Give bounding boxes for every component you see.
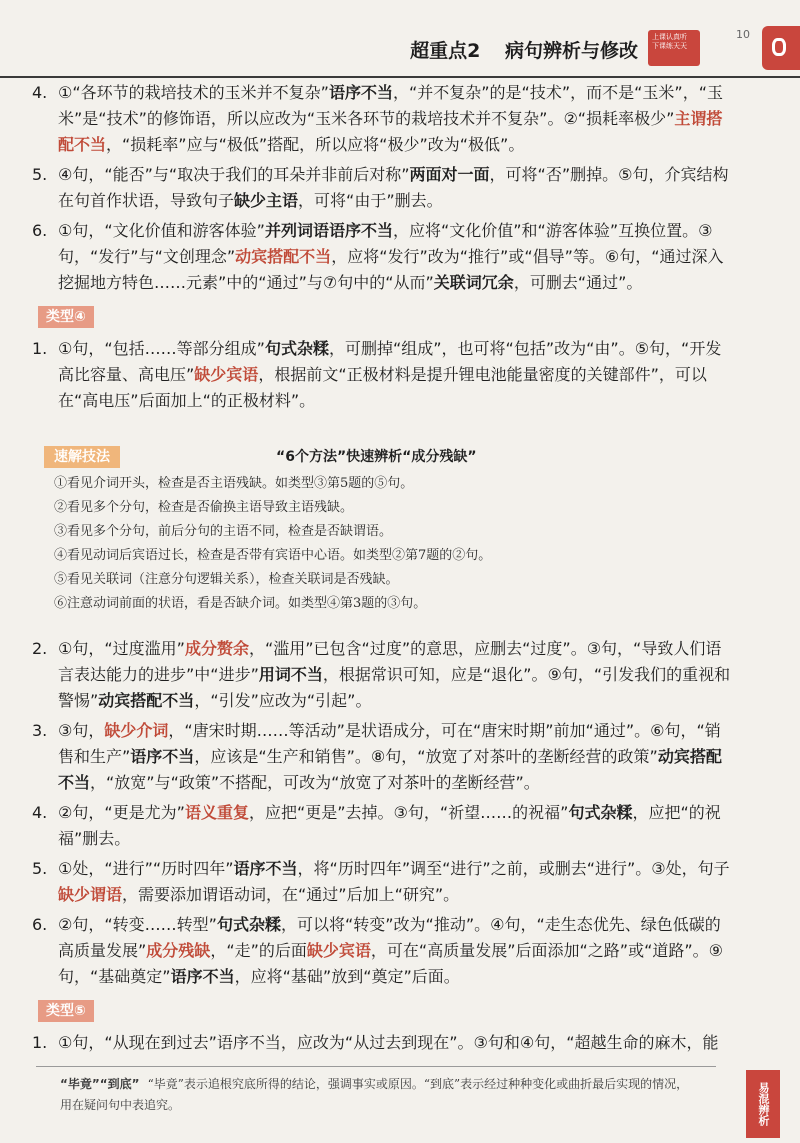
page-number: 10 xyxy=(736,28,750,41)
answer-text: ，“引发”应改为“引起”。 xyxy=(194,691,372,710)
answer-text: ①句，“文化价值和游客体验” xyxy=(58,221,265,240)
error-type-label: 动宾搭配不当 xyxy=(58,747,722,792)
answer-text: ④句，“能否”与“取决于我们的耳朵并非前后对称” xyxy=(58,165,410,184)
title-sub: 病句辨析与修改 xyxy=(504,40,638,62)
error-type-label: 缺少主语 xyxy=(234,191,299,210)
answer-text: ①句，“过度滥用” xyxy=(58,639,185,658)
tips-line: ③看见多个分句，前后分句的主语不同，检查是否缺谓语。 xyxy=(54,524,393,539)
error-type-label: 语序不当 xyxy=(233,859,298,878)
error-type-label: 句式杂糅 xyxy=(568,803,633,822)
footnote-text: “毕竟”表示追根究底所得的结论，强调事实或原因。“到底”表示经过种种变化或曲折最后实现的情况，用在疑问句中表追究。 xyxy=(60,1077,689,1112)
answer-text: ，根据常识可知，应是“退化”。⑨句，“引发我们的重视和警惕” xyxy=(58,665,731,710)
error-type-label: 语序不当 xyxy=(170,967,235,986)
answer-item xyxy=(32,218,736,296)
footnote-term: “毕竟”“到底” xyxy=(60,1077,140,1091)
answer-number: 5. xyxy=(32,859,48,878)
tips-box xyxy=(36,444,736,616)
error-type-highlight: 缺少宾语 xyxy=(194,365,259,384)
answer-number: 5. xyxy=(32,165,48,184)
answer-number: 1. xyxy=(32,1033,48,1052)
answer-number: 4. xyxy=(32,803,48,822)
error-type-highlight: 成分赘余 xyxy=(184,639,249,658)
error-type-label: 语序不当 xyxy=(130,747,195,766)
answer-item xyxy=(32,162,736,214)
answer-text: ，“走”的后面 xyxy=(210,941,307,960)
error-type-label: 关联词冗余 xyxy=(433,273,514,292)
footnote-divider xyxy=(36,1066,716,1067)
answer-text: ①句，“包括……等部分组成” xyxy=(58,339,265,358)
answer-number: 6. xyxy=(32,221,48,240)
title-main: 超重点2 xyxy=(410,40,481,62)
side-tab: 易混辨析 xyxy=(746,1070,780,1138)
tips-line: ④看见动词后宾语过长，检查是否带有宾语中心语。如类型②第7题的②句。 xyxy=(54,548,492,563)
answer-text: ，可以将“转变”改为“推动”。④句，“走生态优先、绿色低碳的高质量发展” xyxy=(58,915,721,960)
answer-content xyxy=(32,80,736,1060)
answer-text: ，“滥用”已包含“过度”的意思，应删去“过度”。③句，“导致人们语言表达能力的进步”中“进步” xyxy=(58,639,722,684)
answer-group-c xyxy=(32,636,736,990)
answer-item xyxy=(32,636,736,714)
answer-group-b xyxy=(32,336,736,414)
answer-number: 4. xyxy=(32,83,48,102)
answer-group-d xyxy=(32,1030,736,1056)
answer-text: ，“唐宋时期……等活动”是状语成分，可在“唐宋时期”前加“通过”。⑥句，“销售和生产” xyxy=(58,721,721,766)
type5-label: 类型⑤ xyxy=(38,1000,94,1022)
error-type-label: 句式杂糅 xyxy=(264,339,329,358)
answer-text: ①处，“进行”“历时四年” xyxy=(58,859,234,878)
footnote xyxy=(60,1074,700,1116)
answer-text: ，可删掉“组成”，也可将“包括”改为“由”。⑤句，“开发高比容量、高电压” xyxy=(58,339,722,384)
answer-number: 6. xyxy=(32,915,48,934)
slogan-badge: 上课认真听 下课练天天 xyxy=(648,30,700,66)
answer-item xyxy=(32,1030,736,1056)
error-type-label: 句式杂糅 xyxy=(216,915,281,934)
answer-text: ，可将“否”删掉。⑤句，介宾结构在句首作状语，导致句子 xyxy=(58,165,729,210)
answer-text: ③句， xyxy=(58,721,105,740)
error-type-highlight: 动宾搭配不当 xyxy=(235,247,332,266)
tips-line: ②看见多个分句，检查是否偷换主语导致主语残缺。 xyxy=(54,500,354,515)
error-type-label: 用词不当 xyxy=(258,665,323,684)
answer-text: ，“损耗率”应与“极低”搭配，所以应将“极少”改为“极低”。 xyxy=(106,135,525,154)
error-type-label: 两面对一面 xyxy=(409,165,490,184)
answer-text: ，应把“的祝福”删去。 xyxy=(58,803,721,848)
answer-text: ①句，“从现在到过去”语序不当，应改为“从过去到现在”。③句和④句，“超越生命的麻木，能 xyxy=(58,1033,719,1052)
answer-text: ，可将“由于”删去。 xyxy=(298,191,443,210)
answer-text: ②句，“转变……转型” xyxy=(58,915,217,934)
tips-list xyxy=(36,472,736,616)
answer-text: ，将“历时四年”调至“进行”之前，或删去“进行”。③处，句子 xyxy=(297,859,730,878)
answer-item xyxy=(32,336,736,414)
answer-number: 3. xyxy=(32,721,48,740)
corner-tab-icon xyxy=(762,26,800,70)
error-type-highlight: 缺少谓语 xyxy=(58,885,123,904)
answer-text: ，根据前文“正极材料是提升锂电池能量密度的关键部件”，可以在“高电压”后面加上“的正极材料”。 xyxy=(58,365,707,410)
type4-label: 类型④ xyxy=(38,306,94,328)
answer-text: ，可删去“通过”。 xyxy=(513,273,643,292)
answer-text: ，应将“文化价值”和“游客体验”互换位置。③句，“发行”与“文创理念” xyxy=(58,221,713,266)
tips-tag: 速解技法 xyxy=(44,446,120,468)
error-type-highlight: 语义重复 xyxy=(184,803,249,822)
error-type-highlight: 缺少宾语 xyxy=(306,941,371,960)
answer-text: ，应把“更是”去掉。③句，“祈望……的祝福” xyxy=(248,803,569,822)
answer-text: ①“各环节的栽培技术的玉米并不复杂” xyxy=(58,83,329,102)
answer-text: ，“并不复杂”的是“技术”，而不是“玉米”，“玉米”是“技术”的修饰语，所以应改为“玉米各环节的栽培技术并不复杂”。②“损耗率极少” xyxy=(58,83,723,128)
answer-text: ，应将“基础”放到“奠定”后面。 xyxy=(234,967,460,986)
tips-title: “6个方法”快速辨析“成分残缺” xyxy=(276,449,477,465)
answer-item xyxy=(32,856,736,908)
error-type-label: 动宾搭配不当 xyxy=(98,691,195,710)
tips-line: ⑥注意动词前面的状语，看是否缺介词。如类型④第3题的③句。 xyxy=(54,596,427,611)
answer-text: ②句，“更是尤为” xyxy=(58,803,185,822)
answer-number: 2. xyxy=(32,639,48,658)
page-header xyxy=(0,0,800,78)
tips-line: ①看见介词开头，检查是否主语残缺。如类型③第5题的⑤句。 xyxy=(54,476,414,491)
answer-text: ，应该是“生产和销售”。⑧句，“放宽了对茶叶的垄断经营的政策” xyxy=(194,747,658,766)
answer-text: ，需要添加谓语动词，在“通过”后加上“研究”。 xyxy=(122,885,460,904)
error-type-label: 语序不当 xyxy=(328,83,393,102)
tips-header xyxy=(36,444,736,472)
error-type-highlight: 缺少介词 xyxy=(104,721,169,740)
answer-item xyxy=(32,912,736,990)
tips-line: ⑤看见关联词（注意分句逻辑关系），检查关联词是否残缺。 xyxy=(54,572,399,587)
answer-text: ，可在“高质量发展”后面添加“之路”或“道路”。⑨句，“基础奠定” xyxy=(58,941,724,986)
answer-text: ，“放宽”与“政策”不搭配，可改为“放宽了对茶叶的垄断经营”。 xyxy=(90,773,540,792)
error-type-highlight: 成分残缺 xyxy=(146,941,211,960)
answer-item xyxy=(32,80,736,158)
page-title xyxy=(410,36,638,63)
answer-item xyxy=(32,718,736,796)
answer-item xyxy=(32,800,736,852)
answer-group-a xyxy=(32,80,736,296)
error-type-label: 并列词语语序不当 xyxy=(264,221,393,240)
error-type-highlight: 主谓搭配不当 xyxy=(58,109,723,154)
answer-text: ，应将“发行”改为“推行”或“倡导”等。⑥句，“通过深入挖掘地方特色……元素”中的“通过”与⑦句中的“从而” xyxy=(58,247,724,292)
answer-number: 1. xyxy=(32,339,48,358)
